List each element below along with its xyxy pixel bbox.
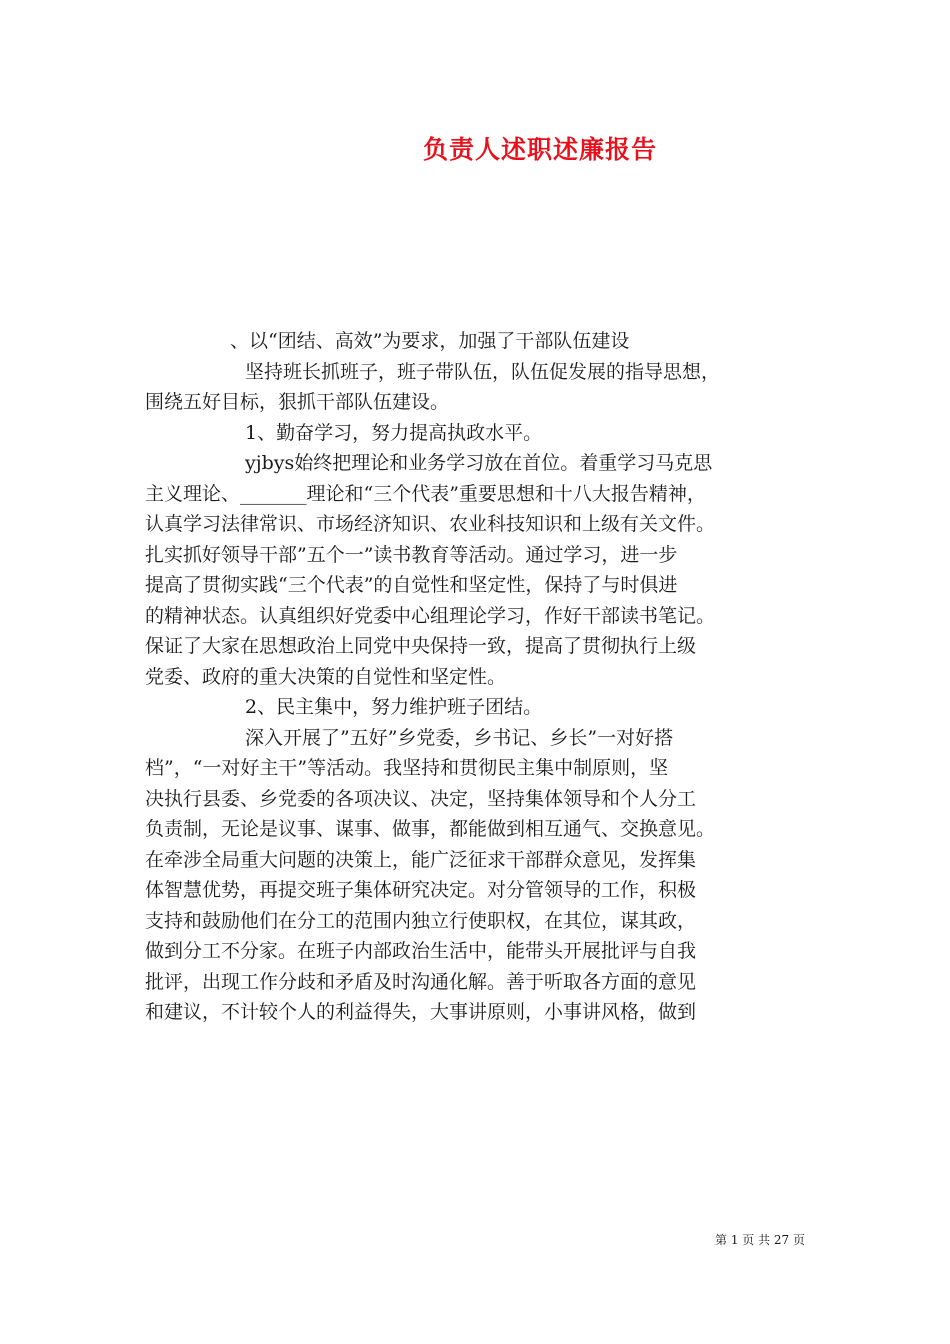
text-line: 体智慧优势，再提交班子集体研究决定。对分管领导的工作，积极 — [145, 879, 697, 901]
text-line: yjbys始终把理论和业务学习放在首位。着重学习马克思 — [245, 452, 713, 474]
text-line: 扎实抓好领导干部”五个一”读书教育等活动。通过学习，进一步 — [145, 543, 678, 566]
text-line: 做到分工不分家。在班子内部政治生活中，能带头开展批评与自我 — [145, 940, 697, 962]
text-line: 党委、政府的重大决策的自觉性和坚定性。 — [145, 665, 507, 688]
text-line: 在牵涉全局重大问题的决策上，能广泛征求干部群众意见，发挥集 — [145, 848, 697, 871]
subsection-heading: 1、勤奋学习，努力提高执政水平。 — [245, 421, 543, 444]
text-line: 保证了大家在思想政治上同党中央保持一致，提高了贯彻执行上级 — [145, 635, 697, 657]
body-text — [145, 326, 825, 1028]
subsection-heading: 2、民主集中，努力维护班子团结。 — [245, 696, 543, 718]
text-line: 的精神状态。认真组织好党委中心组理论学习，作好干部读书笔记。 — [145, 604, 716, 627]
section-heading: 、以“团结、高效”为要求，加强了干部队伍建设 — [230, 330, 630, 352]
text-line: 坚持班长抓班子，班子带队伍，队伍促发展的指导思想， — [245, 360, 721, 383]
text-line: 决执行县委、乡党委的各项决议、决定，坚持集体领导和个人分工 — [145, 787, 697, 810]
text-line: 提高了贯彻实践“三个代表”的自觉性和坚定性，保持了与时俱进 — [145, 574, 678, 596]
text-line: 深入开展了”五好”乡党委，乡书记、乡长”一对好搭 — [245, 726, 674, 749]
text-line: 负责制，无论是议事、谋事、做事，都能做到相互通气、交换意见。 — [145, 818, 716, 840]
page-title: 负责人述职述廉报告 — [422, 135, 657, 164]
text-line: 围绕五好目标，狠抓干部队伍建设。 — [145, 391, 450, 413]
text-line: 档”，“一对好主干”等活动。我坚持和贯彻民主集中制原则，坚 — [145, 757, 669, 779]
text-line: 支持和鼓励他们在分工的范围内独立行使职权，在其位，谋其政， — [145, 909, 697, 932]
text-line: 认真学习法律常识、市场经济知识、农业科技知识和上级有关文件。 — [145, 513, 716, 535]
text-line: 和建议，不计较个人的利益得失，大事讲原则，小事讲风格，做到 — [145, 1001, 697, 1023]
text-line: 主义理论、_______理论和“三个代表”重要思想和十八大报告精神， — [145, 482, 706, 505]
page-number-footer: 第 1 页 共 27 页 — [715, 1233, 805, 1247]
text-line: 批评，出现工作分歧和矛盾及时沟通化解。善于听取各方面的意见 — [145, 970, 697, 993]
